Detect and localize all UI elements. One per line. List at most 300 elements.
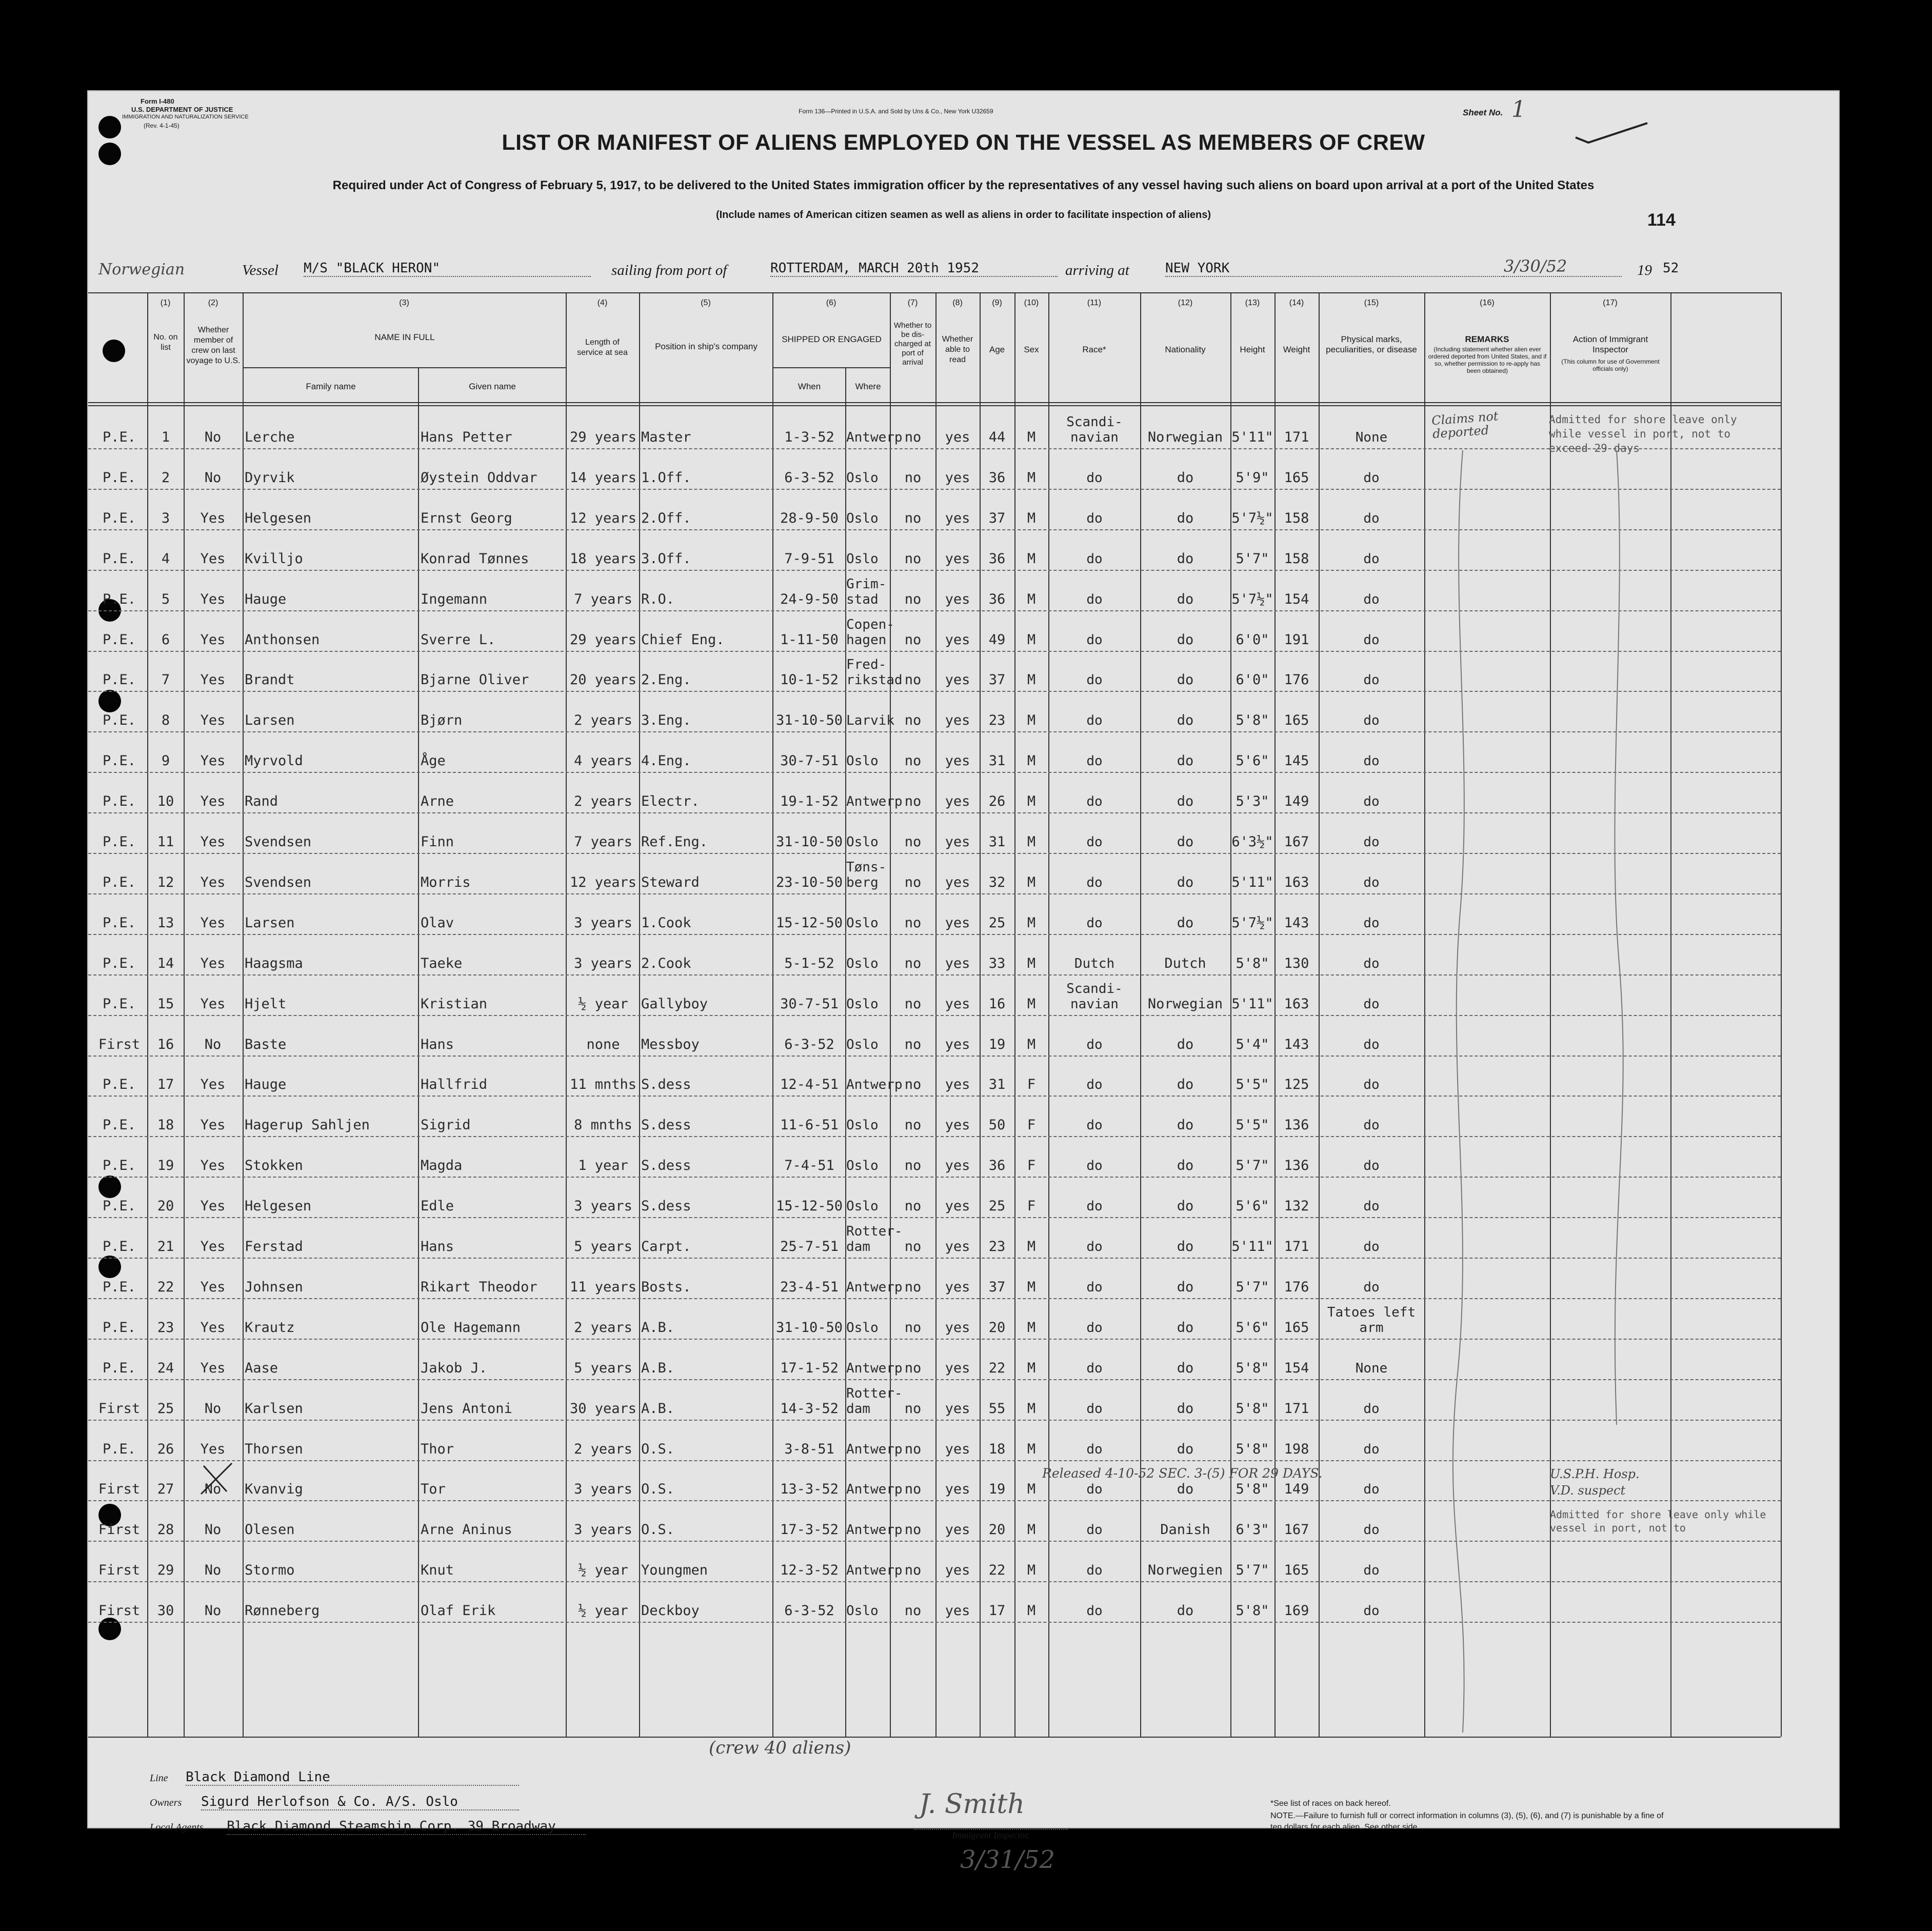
crew-weight-cell: 191 bbox=[1284, 631, 1309, 648]
crew-last-cell: Yes bbox=[200, 510, 226, 526]
crew-given-cell: Hallfrid bbox=[421, 1077, 488, 1093]
released-note: Released 4-10-52 SEC. 3-(5) FOR 29 DAYS. bbox=[1042, 1466, 1323, 1481]
crew-nat-cell: do bbox=[1177, 1077, 1194, 1093]
crew-service-cell: 5 years bbox=[574, 1239, 632, 1255]
crew-nat-cell: do bbox=[1177, 1603, 1194, 1619]
crew-mark-cell: P.E. bbox=[102, 591, 136, 607]
crew-nat-cell: do bbox=[1177, 914, 1194, 931]
crew-disch-cell: no bbox=[904, 1360, 922, 1376]
crew-family-cell: Rand bbox=[245, 793, 278, 810]
crew-nat-cell: do bbox=[1177, 1481, 1194, 1498]
col-1-header: No. on list bbox=[153, 333, 178, 352]
form-number: Form I-480 bbox=[141, 97, 174, 105]
crew-age-cell: 50 bbox=[988, 1117, 1006, 1133]
crew-disch-cell: no bbox=[904, 955, 922, 971]
crew-marks-cell: do bbox=[1363, 1603, 1380, 1619]
crew-service-cell: 2 years bbox=[574, 1441, 632, 1457]
row-rule bbox=[88, 1096, 1781, 1097]
crew-mark-cell: P.E. bbox=[102, 1239, 136, 1255]
crew-family-cell: Kvilljo bbox=[245, 550, 303, 567]
crew-given-cell: Jakob J. bbox=[421, 1360, 488, 1376]
table-row bbox=[88, 897, 1781, 938]
crew-no-cell: 10 bbox=[157, 793, 174, 810]
crew-where-cell: Oslo bbox=[846, 1320, 879, 1336]
crew-no-cell: 5 bbox=[161, 591, 170, 607]
crew-no-cell: 24 bbox=[157, 1360, 174, 1376]
col-14-num: (14) bbox=[1289, 298, 1304, 307]
crew-race-cell: do bbox=[1086, 1037, 1103, 1052]
crew-height-cell: 5'4" bbox=[1236, 1036, 1269, 1052]
row-rule bbox=[88, 1298, 1781, 1299]
crew-mark-cell: P.E. bbox=[102, 1117, 136, 1133]
crew-sex-cell: F bbox=[1027, 1077, 1036, 1093]
crew-disch-cell: no bbox=[904, 1603, 922, 1619]
crew-where-cell: Oslo bbox=[846, 996, 879, 1012]
crew-position-cell: S.dess bbox=[641, 1117, 691, 1133]
crew-mark-cell: P.E. bbox=[102, 550, 136, 567]
crew-height-cell: 5'8" bbox=[1236, 712, 1269, 729]
row-rule bbox=[88, 1379, 1781, 1380]
department: U.S. DEPARTMENT OF JUSTICE bbox=[131, 106, 233, 113]
crew-no-cell: 25 bbox=[157, 1400, 174, 1417]
crew-sex-cell: M bbox=[1027, 874, 1036, 890]
admitted-lower-note: Admitted for shore leave only while vessel in port, not to bbox=[1550, 1508, 1766, 1534]
crew-mark-cell: P.E. bbox=[102, 631, 136, 648]
crew-age-cell: 20 bbox=[988, 1319, 1006, 1336]
crew-last-cell: Yes bbox=[200, 955, 226, 971]
col-7-header: Whether to be dis-charged at port of arrival bbox=[893, 321, 932, 367]
crew-marks-cell: do bbox=[1363, 470, 1380, 486]
col-11-num: (11) bbox=[1087, 298, 1102, 307]
crew-height-cell: 6'0" bbox=[1236, 672, 1269, 688]
crew-where-cell: Antwerp bbox=[846, 1360, 903, 1376]
crew-race-cell: do bbox=[1086, 672, 1103, 688]
crew-no-cell: 29 bbox=[157, 1562, 174, 1579]
crew-sex-cell: M bbox=[1027, 955, 1036, 971]
crew-disch-cell: no bbox=[904, 1441, 922, 1457]
crew-position-cell: A.B. bbox=[641, 1400, 675, 1417]
crew-age-cell: 26 bbox=[988, 793, 1006, 810]
crew-no-cell: 17 bbox=[157, 1077, 174, 1093]
crew-marks-cell: do bbox=[1363, 1077, 1380, 1093]
crew-disch-cell: no bbox=[904, 1036, 922, 1052]
crew-where-cell: Antwerp bbox=[846, 1563, 903, 1579]
crew-when-cell: 17-1-52 bbox=[780, 1360, 839, 1376]
crew-read-cell: yes bbox=[945, 1239, 970, 1255]
crew-age-cell: 16 bbox=[988, 996, 1006, 1012]
crew-race-cell: do bbox=[1086, 1279, 1103, 1295]
col-9-header: Age bbox=[989, 345, 1005, 354]
table-row bbox=[88, 978, 1781, 1019]
crew-where-cell: Oslo bbox=[846, 915, 879, 931]
crew-where-cell: Oslo bbox=[846, 551, 879, 567]
crew-when-cell: 15-12-50 bbox=[775, 914, 843, 931]
owners-label: Owners bbox=[150, 1797, 182, 1808]
crew-disch-cell: no bbox=[904, 793, 922, 810]
crew-service-cell: 1 year bbox=[578, 1158, 628, 1174]
crew-position-cell: 2.Off. bbox=[641, 510, 691, 526]
row-rule bbox=[88, 731, 1781, 732]
wavy-line-remarks bbox=[1447, 450, 1478, 1733]
crew-weight-cell: 171 bbox=[1284, 429, 1309, 445]
crew-read-cell: yes bbox=[945, 469, 970, 486]
crew-mark-cell: P.E. bbox=[102, 793, 136, 810]
table-row bbox=[88, 614, 1781, 654]
crew-height-cell: 5'9" bbox=[1236, 469, 1269, 486]
crew-marks-cell: do bbox=[1363, 551, 1380, 567]
col-17-header: Action of Immigrant Inspector bbox=[1572, 334, 1648, 354]
crew-when-cell: 31-10-50 bbox=[775, 834, 843, 850]
table-row bbox=[88, 1585, 1781, 1625]
crew-weight-cell: 163 bbox=[1284, 996, 1309, 1012]
crew-nat-cell: do bbox=[1177, 1279, 1194, 1295]
vessel-label: Vessel bbox=[242, 262, 278, 278]
crew-mark-cell: First bbox=[98, 1400, 141, 1417]
crew-sex-cell: M bbox=[1027, 1279, 1036, 1295]
crew-when-cell: 5-1-52 bbox=[784, 955, 834, 971]
crew-position-cell: 1.Cook bbox=[641, 914, 691, 931]
crew-given-cell: Konrad Tønnes bbox=[421, 550, 529, 567]
claims-not-deported-note: Claims not deported bbox=[1431, 409, 1499, 442]
crew-disch-cell: no bbox=[904, 1198, 922, 1215]
crew-mark-cell: P.E. bbox=[102, 712, 136, 729]
crew-read-cell: yes bbox=[945, 1319, 970, 1336]
crew-mark-cell: First bbox=[98, 1481, 141, 1498]
crew-no-cell: 18 bbox=[157, 1117, 174, 1133]
crew-given-cell: Arne Aninus bbox=[421, 1522, 512, 1538]
crew-when-cell: 24-9-50 bbox=[780, 591, 839, 607]
crew-height-cell: 5'11" bbox=[1231, 429, 1273, 445]
crew-read-cell: yes bbox=[945, 955, 970, 971]
crew-race-cell: do bbox=[1086, 1320, 1103, 1336]
printer-note: Form 136—Printed in U.S.A. and Sold by Uns & Co., New York U32659 bbox=[799, 108, 993, 115]
crew-marks-cell: do bbox=[1363, 1522, 1380, 1538]
table-row bbox=[88, 735, 1781, 775]
table-row bbox=[88, 1423, 1781, 1464]
crew-age-cell: 37 bbox=[988, 510, 1006, 526]
agents-value: Black Diamond Steamship Corp. 39 Broadway bbox=[227, 1819, 586, 1835]
crew-given-cell: Finn bbox=[421, 834, 454, 850]
crew-nat-cell: do bbox=[1177, 712, 1194, 729]
crew-given-cell: Olaf Erik bbox=[421, 1603, 496, 1619]
crew-family-cell: Haagsma bbox=[245, 955, 303, 971]
crew-family-cell: Anthonsen bbox=[245, 631, 320, 648]
crew-family-cell: Helgesen bbox=[245, 510, 312, 526]
crew-given-cell: Knut bbox=[421, 1562, 454, 1579]
crew-height-cell: 5'11" bbox=[1231, 996, 1273, 1012]
crew-no-cell: 27 bbox=[157, 1481, 174, 1498]
crew-last-cell: No bbox=[204, 1603, 222, 1619]
crew-sex-cell: M bbox=[1027, 631, 1036, 648]
crew-last-cell: Yes bbox=[200, 793, 226, 810]
sheet-label: Sheet No. bbox=[1463, 108, 1503, 117]
crew-last-cell: Yes bbox=[200, 1077, 226, 1093]
crew-family-cell: Thorsen bbox=[245, 1441, 303, 1457]
crew-read-cell: yes bbox=[945, 1198, 970, 1215]
crew-marks-cell: do bbox=[1363, 834, 1380, 850]
crew-race-cell: do bbox=[1086, 510, 1103, 526]
table-row bbox=[88, 1221, 1781, 1261]
row-rule bbox=[88, 1622, 1781, 1623]
crew-age-cell: 36 bbox=[988, 550, 1006, 567]
crew-last-cell: Yes bbox=[200, 1158, 226, 1174]
crew-given-cell: Bjørn bbox=[421, 712, 463, 729]
crew-nat-cell: Norwegian bbox=[1147, 996, 1223, 1012]
table-row bbox=[88, 1342, 1781, 1383]
row-rule bbox=[88, 1581, 1781, 1582]
cross-mark bbox=[196, 1458, 237, 1499]
crew-age-cell: 37 bbox=[988, 1279, 1006, 1295]
crew-service-cell: 29 years bbox=[569, 631, 637, 648]
crew-age-cell: 55 bbox=[988, 1400, 1006, 1417]
crew-service-cell: 14 years bbox=[569, 469, 637, 486]
crew-sex-cell: F bbox=[1027, 1198, 1036, 1215]
crew-service-cell: 11 years bbox=[569, 1279, 637, 1295]
crew-family-cell: Hauge bbox=[245, 1077, 287, 1093]
crew-race-cell: do bbox=[1086, 551, 1103, 567]
penalty-note: NOTE.—Failure to furnish full or correct information in columns (3), (5), (6), and (7) is punishable by a fine of ten dollars for each alien. See other side. bbox=[1270, 1811, 1664, 1832]
crew-position-cell: Chief Eng. bbox=[641, 631, 725, 648]
col-8-header: Whether able to read bbox=[942, 335, 973, 364]
crew-age-cell: 17 bbox=[988, 1603, 1006, 1619]
crew-height-cell: 6'3½" bbox=[1231, 834, 1273, 850]
crew-no-cell: 4 bbox=[161, 550, 170, 567]
crew-when-cell: 12-4-51 bbox=[780, 1077, 839, 1093]
row-rule bbox=[88, 1015, 1781, 1016]
crew-read-cell: yes bbox=[945, 1279, 970, 1295]
crew-family-cell: Myrvold bbox=[245, 753, 303, 769]
crew-service-cell: 29 years bbox=[569, 429, 637, 445]
crew-when-cell: 7-4-51 bbox=[784, 1158, 834, 1174]
races-note: *See list of races on back hereof. bbox=[1270, 1799, 1391, 1808]
arrival-date: 3/30/52 bbox=[1504, 256, 1622, 277]
crew-disch-cell: no bbox=[904, 996, 922, 1012]
crew-no-cell: 12 bbox=[157, 874, 174, 890]
crew-sex-cell: M bbox=[1027, 753, 1036, 769]
crew-mark-cell: P.E. bbox=[102, 1360, 136, 1376]
sheet-number: 1 bbox=[1511, 96, 1526, 123]
crew-marks-cell: do bbox=[1363, 1482, 1380, 1498]
crew-when-cell: 31-10-50 bbox=[775, 1319, 843, 1336]
crew-family-cell: Johnsen bbox=[245, 1279, 303, 1295]
crew-race-cell: do bbox=[1086, 591, 1103, 607]
row-rule bbox=[88, 489, 1781, 490]
crew-nat-cell: do bbox=[1177, 591, 1194, 607]
crew-read-cell: yes bbox=[945, 631, 970, 648]
crew-age-cell: 22 bbox=[988, 1562, 1006, 1579]
crew-where-cell: Oslo bbox=[846, 1158, 879, 1174]
crew-age-cell: 19 bbox=[988, 1036, 1006, 1052]
crew-nat-cell: Danish bbox=[1160, 1522, 1210, 1538]
crew-marks-cell: do bbox=[1363, 591, 1380, 607]
crew-height-cell: 5'5" bbox=[1236, 1077, 1269, 1093]
col-13-header: Height bbox=[1240, 345, 1265, 354]
crew-mark-cell: First bbox=[98, 1562, 141, 1579]
crew-family-cell: Krautz bbox=[245, 1319, 295, 1336]
crew-given-cell: Ole Hagemann bbox=[421, 1319, 521, 1336]
row-rule bbox=[88, 610, 1781, 611]
crew-when-cell: 28-9-50 bbox=[780, 510, 839, 526]
crew-marks-cell: do bbox=[1363, 955, 1380, 971]
crew-disch-cell: no bbox=[904, 1279, 922, 1295]
crew-nat-cell: do bbox=[1177, 550, 1194, 567]
crew-position-cell: S.dess bbox=[641, 1198, 691, 1215]
crew-age-cell: 49 bbox=[988, 631, 1006, 648]
crew-position-cell: R.O. bbox=[641, 591, 675, 607]
crew-read-cell: yes bbox=[945, 1158, 970, 1174]
crew-height-cell: 5'8" bbox=[1236, 1441, 1269, 1457]
crew-no-cell: 6 bbox=[161, 631, 170, 648]
crew-read-cell: yes bbox=[945, 1441, 970, 1457]
crew-position-cell: Deckboy bbox=[641, 1603, 700, 1619]
crew-read-cell: yes bbox=[945, 1400, 970, 1417]
crew-read-cell: yes bbox=[945, 429, 970, 445]
crew-read-cell: yes bbox=[945, 1117, 970, 1133]
crew-weight-cell: 176 bbox=[1284, 1279, 1309, 1295]
crew-last-cell: Yes bbox=[200, 672, 226, 688]
crew-nat-cell: Dutch bbox=[1164, 955, 1206, 971]
crew-given-cell: Morris bbox=[421, 874, 471, 890]
table-row bbox=[88, 1504, 1781, 1544]
crew-service-cell: 3 years bbox=[574, 1198, 632, 1215]
crew-last-cell: No bbox=[204, 469, 222, 486]
line-value: Black Diamond Line bbox=[186, 1769, 519, 1786]
table-row bbox=[88, 1099, 1781, 1140]
crew-sex-cell: F bbox=[1027, 1158, 1036, 1174]
crew-given-cell: Edle bbox=[421, 1198, 454, 1215]
col-7-num: (7) bbox=[907, 298, 918, 307]
crew-sex-cell: M bbox=[1027, 1036, 1036, 1052]
crew-last-cell: No bbox=[204, 1522, 222, 1538]
crew-family-cell: Larsen bbox=[245, 712, 295, 729]
crew-position-cell: 2.Eng. bbox=[641, 672, 691, 688]
crew-mark-cell: P.E. bbox=[102, 874, 136, 890]
crew-height-cell: 6'3" bbox=[1236, 1522, 1269, 1538]
table-row bbox=[88, 573, 1781, 614]
crew-no-cell: 9 bbox=[161, 753, 170, 769]
crew-last-cell: No bbox=[204, 1562, 222, 1579]
col-17-num: (17) bbox=[1603, 298, 1618, 307]
crew-where-cell: Larvik bbox=[846, 713, 894, 729]
crew-position-cell: O.S. bbox=[641, 1441, 675, 1457]
crew-age-cell: 31 bbox=[988, 834, 1006, 850]
col-6-num: (6) bbox=[826, 298, 836, 307]
col-6-header: SHIPPED OR ENGAGED bbox=[782, 334, 882, 344]
crew-nat-cell: do bbox=[1177, 1360, 1194, 1376]
crew-where-cell: Rotter-dam bbox=[846, 1385, 903, 1417]
col-3-given-header: Given name bbox=[469, 382, 516, 391]
crew-race-cell: do bbox=[1086, 915, 1103, 931]
crew-marks-cell: do bbox=[1363, 874, 1380, 890]
col-14-header: Weight bbox=[1283, 345, 1310, 354]
crew-mark-cell: P.E. bbox=[102, 429, 136, 445]
crew-height-cell: 5'8" bbox=[1236, 1603, 1269, 1619]
crew-weight-cell: 167 bbox=[1284, 834, 1309, 850]
crew-weight-cell: 132 bbox=[1284, 1198, 1309, 1215]
crew-position-cell: Messboy bbox=[641, 1036, 700, 1052]
crew-nat-cell: do bbox=[1177, 1400, 1194, 1417]
crew-weight-cell: 198 bbox=[1284, 1441, 1309, 1457]
crew-last-cell: Yes bbox=[200, 1198, 226, 1215]
crew-marks-cell: do bbox=[1363, 713, 1380, 729]
crew-marks-cell: Tatoes left arm bbox=[1327, 1304, 1416, 1336]
crew-read-cell: yes bbox=[945, 591, 970, 607]
table-row bbox=[88, 775, 1781, 816]
crew-last-cell: Yes bbox=[200, 1239, 226, 1255]
crew-weight-cell: 143 bbox=[1284, 914, 1309, 931]
crew-read-cell: yes bbox=[945, 914, 970, 931]
crew-marks-cell: do bbox=[1363, 632, 1380, 648]
crew-age-cell: 44 bbox=[988, 429, 1006, 445]
col-9-num: (9) bbox=[992, 298, 1002, 307]
page-subtitle: Required under Act of Congress of February 5, 1917, to be delivered to the United States immigration officer by the representatives of any vessel having such aliens on board upon arrival at a port of the United States bbox=[332, 178, 1595, 192]
crew-marks-cell: do bbox=[1363, 753, 1380, 769]
crew-mark-cell: P.E. bbox=[102, 955, 136, 971]
crew-disch-cell: no bbox=[904, 753, 922, 769]
crew-sex-cell: M bbox=[1027, 1562, 1036, 1579]
crew-disch-cell: no bbox=[904, 1400, 922, 1417]
crew-marks-cell: do bbox=[1363, 510, 1380, 526]
crew-mark-cell: P.E. bbox=[102, 996, 136, 1012]
crew-given-cell: Åge bbox=[421, 753, 446, 769]
crew-service-cell: 20 years bbox=[569, 672, 637, 688]
crew-sex-cell: M bbox=[1027, 510, 1036, 526]
crew-family-cell: Hjelt bbox=[245, 996, 287, 1012]
crew-sex-cell: M bbox=[1027, 712, 1036, 729]
row-rule bbox=[88, 974, 1781, 976]
crew-family-cell: Rønneberg bbox=[245, 1603, 320, 1619]
crew-given-cell: Olav bbox=[421, 914, 454, 931]
crew-given-cell: Kristian bbox=[421, 996, 488, 1012]
wavy-line-action bbox=[1601, 450, 1632, 1425]
crew-height-cell: 5'7½" bbox=[1231, 510, 1273, 526]
row-rule bbox=[88, 1541, 1781, 1542]
crew-service-cell: 12 years bbox=[569, 510, 637, 526]
crew-disch-cell: no bbox=[904, 1562, 922, 1579]
col-3-num: (3) bbox=[399, 298, 409, 307]
crew-service-cell: ½ year bbox=[578, 996, 628, 1012]
crew-nat-cell: do bbox=[1177, 1158, 1194, 1174]
crew-service-cell: 3 years bbox=[574, 1481, 632, 1498]
inspector-date: 3/31/52 bbox=[960, 1845, 1055, 1874]
crew-position-cell: S.dess bbox=[641, 1158, 691, 1174]
crew-race-cell: do bbox=[1086, 632, 1103, 648]
crew-disch-cell: no bbox=[904, 914, 922, 931]
crew-sex-cell: M bbox=[1027, 1522, 1036, 1538]
crew-nat-cell: do bbox=[1177, 1441, 1194, 1457]
crew-disch-cell: no bbox=[904, 1117, 922, 1133]
crew-age-cell: 31 bbox=[988, 1077, 1006, 1093]
crew-no-cell: 20 bbox=[157, 1198, 174, 1215]
crew-no-cell: 2 bbox=[161, 469, 170, 486]
crew-given-cell: Sigrid bbox=[421, 1117, 471, 1133]
crew-where-cell: Oslo bbox=[846, 510, 879, 526]
crew-last-cell: No bbox=[204, 1400, 222, 1417]
crew-weight-cell: 165 bbox=[1284, 469, 1309, 486]
crew-height-cell: 5'7" bbox=[1236, 1562, 1269, 1579]
crew-service-cell: 2 years bbox=[574, 1319, 632, 1336]
crew-where-cell: Oslo bbox=[846, 1199, 879, 1215]
crew-where-cell: Antwerp bbox=[846, 1522, 903, 1538]
col-4-num: (4) bbox=[597, 298, 608, 307]
crew-position-cell: 2.Cook bbox=[641, 955, 691, 971]
crew-when-cell: 13-3-52 bbox=[780, 1481, 839, 1498]
crew-where-cell: Oslo bbox=[846, 955, 879, 971]
crew-marks-cell: None bbox=[1355, 1360, 1388, 1376]
crew-family-cell: Hauge bbox=[245, 591, 287, 607]
crew-when-cell: 25-7-51 bbox=[780, 1239, 839, 1255]
crew-no-cell: 13 bbox=[157, 914, 174, 931]
